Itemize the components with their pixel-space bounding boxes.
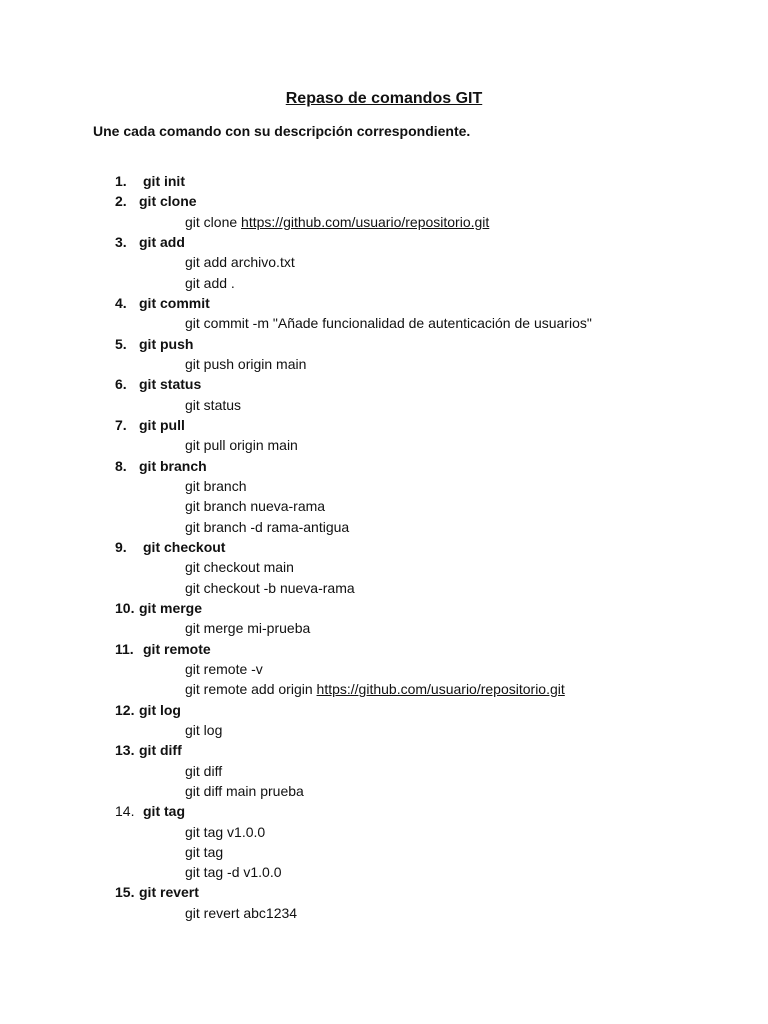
repository-link[interactable]: https://github.com/usuario/repositorio.git bbox=[316, 681, 565, 698]
example-command bbox=[185, 903, 297, 923]
example-text: git checkout main bbox=[185, 559, 294, 576]
example-text: git clone bbox=[185, 213, 242, 230]
example-command bbox=[185, 618, 310, 638]
example-command bbox=[185, 496, 325, 516]
list-item bbox=[0, 598, 768, 618]
example-line bbox=[0, 313, 768, 333]
example-text: git revert abc1234 bbox=[185, 904, 298, 921]
example-line bbox=[0, 903, 768, 923]
example-text: git tag v1.0.0 bbox=[185, 823, 266, 840]
command-name: git clone bbox=[139, 193, 197, 210]
example-text: git add archivo.txt bbox=[185, 254, 295, 271]
example-text: git branch bbox=[185, 477, 247, 494]
example-line bbox=[0, 354, 768, 374]
command-name: git commit bbox=[139, 294, 210, 311]
example-line bbox=[0, 862, 768, 882]
example-command bbox=[185, 578, 355, 598]
example-text: git remote -v bbox=[185, 660, 263, 677]
example-line bbox=[0, 659, 768, 679]
example-command bbox=[185, 212, 489, 232]
example-command bbox=[185, 659, 263, 679]
example-command bbox=[185, 354, 306, 374]
list-item bbox=[0, 334, 768, 354]
example-line bbox=[0, 720, 768, 740]
example-line bbox=[0, 496, 768, 516]
command-name: git revert bbox=[139, 884, 199, 901]
list-item bbox=[0, 639, 768, 659]
example-text: git branch nueva-rama bbox=[185, 498, 326, 515]
repository-link[interactable]: https://github.com/usuario/repositorio.git bbox=[241, 213, 490, 230]
item-number: 2. bbox=[115, 193, 127, 210]
list-item bbox=[0, 293, 768, 313]
item-number: 13. bbox=[115, 742, 135, 759]
example-line bbox=[0, 517, 768, 537]
example-text: git merge mi-prueba bbox=[185, 620, 311, 637]
example-text: git status bbox=[185, 396, 242, 413]
command-name: git init bbox=[143, 173, 185, 189]
example-line bbox=[0, 822, 768, 842]
item-number: 15. bbox=[115, 884, 135, 901]
example-command bbox=[185, 557, 294, 577]
command-name: git diff bbox=[139, 742, 182, 759]
example-text: git tag -d v1.0.0 bbox=[185, 864, 282, 881]
example-command bbox=[185, 862, 282, 882]
example-text: git diff main prueba bbox=[185, 782, 304, 799]
list-item bbox=[0, 374, 768, 394]
item-number: 1. bbox=[115, 173, 127, 189]
example-command bbox=[185, 476, 246, 496]
command-name: git status bbox=[139, 376, 202, 393]
example-command bbox=[185, 822, 265, 842]
example-text: git log bbox=[185, 721, 223, 738]
command-name: git tag bbox=[143, 803, 185, 820]
example-command bbox=[185, 517, 349, 537]
list-item bbox=[0, 456, 768, 476]
command-name: git remote bbox=[143, 640, 211, 657]
item-number: 5. bbox=[115, 335, 127, 352]
example-text: git commit -m "Añade funcionalidad de autenticación de usuarios" bbox=[185, 315, 592, 332]
list-item bbox=[0, 882, 768, 902]
item-number: 14. bbox=[115, 803, 135, 820]
example-command bbox=[185, 252, 295, 272]
example-line bbox=[0, 781, 768, 801]
example-line bbox=[0, 273, 768, 293]
example-text: git diff bbox=[185, 762, 223, 779]
example-text: git pull origin main bbox=[185, 437, 298, 454]
command-name: git checkout bbox=[143, 538, 226, 555]
item-number: 4. bbox=[115, 294, 127, 311]
item-number: 10. bbox=[115, 599, 135, 616]
example-line bbox=[0, 395, 768, 415]
instruction-text: Une cada comando con su descripción correspondiente. bbox=[93, 123, 471, 139]
example-command bbox=[185, 781, 304, 801]
example-line bbox=[0, 761, 768, 781]
command-name: git add bbox=[139, 233, 185, 250]
example-line bbox=[0, 578, 768, 598]
example-text: git branch -d rama-antigua bbox=[185, 518, 350, 535]
list-item bbox=[0, 700, 768, 720]
item-number: 12. bbox=[115, 701, 135, 718]
item-number: 8. bbox=[115, 457, 127, 474]
example-text: git checkout -b nueva-rama bbox=[185, 579, 355, 596]
list-item bbox=[0, 415, 768, 435]
command-name: git push bbox=[139, 335, 194, 352]
example-command bbox=[185, 761, 222, 781]
example-line bbox=[0, 476, 768, 496]
list-item bbox=[0, 801, 768, 821]
item-number: 3. bbox=[115, 233, 127, 250]
item-number: 11. bbox=[115, 640, 134, 657]
item-number: 9. bbox=[115, 538, 127, 555]
example-command bbox=[185, 435, 298, 455]
command-name: git branch bbox=[139, 457, 207, 474]
example-line bbox=[0, 557, 768, 577]
command-name: git log bbox=[139, 701, 181, 718]
list-item bbox=[0, 191, 768, 211]
item-number: 7. bbox=[115, 416, 127, 433]
example-command bbox=[185, 720, 222, 740]
example-command bbox=[185, 313, 592, 333]
example-line bbox=[0, 435, 768, 455]
command-name: git merge bbox=[139, 599, 203, 616]
page-title: Repaso de comandos GIT bbox=[285, 90, 483, 107]
item-number: 6. bbox=[115, 376, 127, 393]
example-command bbox=[185, 273, 235, 293]
example-command bbox=[185, 679, 565, 699]
command-name: git pull bbox=[139, 416, 185, 433]
example-command bbox=[185, 395, 241, 415]
example-line bbox=[0, 252, 768, 272]
list-item bbox=[0, 740, 768, 760]
example-line bbox=[0, 842, 768, 862]
example-line bbox=[0, 679, 768, 699]
example-line bbox=[0, 618, 768, 638]
example-command bbox=[185, 842, 223, 862]
command-list bbox=[0, 171, 768, 923]
list-item bbox=[0, 537, 768, 557]
list-item bbox=[0, 171, 768, 191]
example-text: git add . bbox=[185, 274, 235, 291]
list-item bbox=[0, 232, 768, 252]
example-text: git remote add origin bbox=[185, 681, 317, 698]
example-text: git tag bbox=[185, 843, 224, 860]
example-line bbox=[0, 212, 768, 232]
example-text: git push origin main bbox=[185, 355, 307, 372]
